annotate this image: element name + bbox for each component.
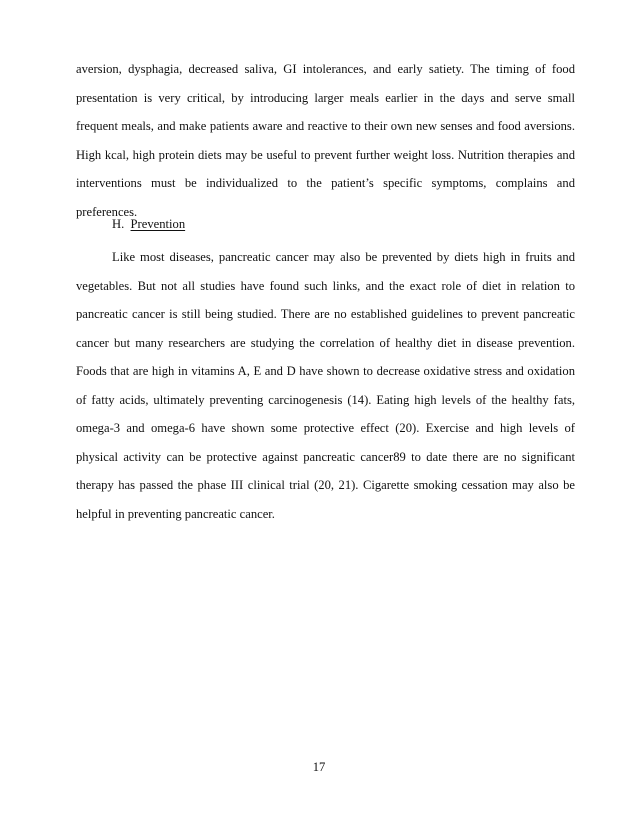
section-heading [112,210,185,239]
prevention-paragraph [76,243,575,528]
section-letter: H. [112,217,125,231]
prevention-paragraph-text: Like most diseases, pancreatic cancer may also be prevented by diets high in fruits and vegetables. But not all studies have found such links, and the exact role of diet in relation to pancreatic cancer is still being studied. There are no established guidelines to prevent pancreatic cancer but many researchers are studying the correlation of healthy diet in disease prevention. Foods that are high in vitamins A, E and D have shown to decrease oxidative stress and oxidation of fatty acids, ultimately preventing carcinogenesis (14). Eating high levels of the healthy fats, omega-3 and omega-6 have shown some protective effect (20). Exercise and high levels of physical activity can be protective against pancreatic cancer89 to date there are no significant therapy has passed the phase III clinical trial (20, 21). Cigarette smoking cessation may also be helpful in preventing pancreatic cancer. [76,250,575,521]
section-title: Prevention [130,217,186,231]
page-number: 17 [312,760,326,774]
body-paragraph-continued: aversion, dysphagia, decreased saliva, GI intolerances, and early satiety. The timing of food presentation is very critical, by introducing larger meals earlier in the days and serve small frequent meals, and make patients aware and reactive to their own new senses and food aversions. High kcal, high protein diets may be useful to prevent further weight loss. Nutrition therapies and interventions must be individualized to the patient’s specific symptoms, complains and preferences. [76,62,575,219]
